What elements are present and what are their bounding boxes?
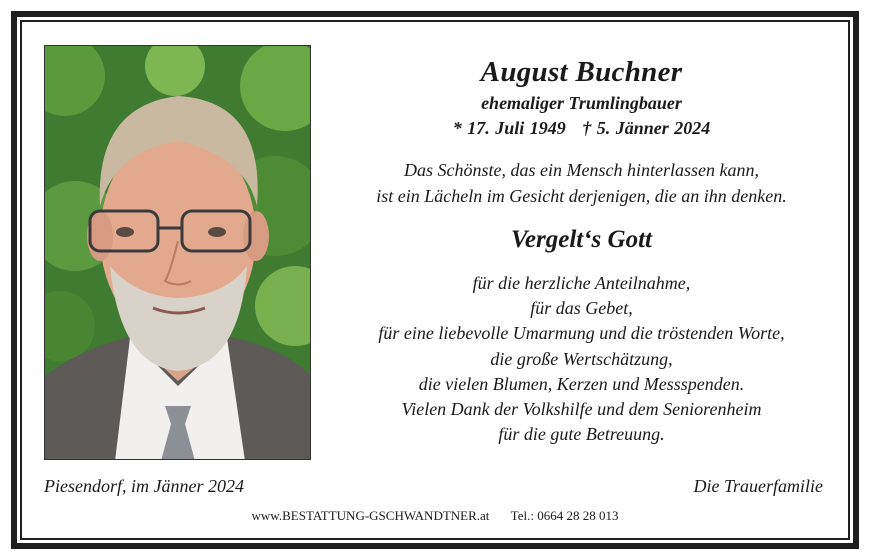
thanks-line: die große Wertschätzung, [490,348,673,369]
place-date: Piesendorf, im Jänner 2024 [44,476,244,496]
thanks-line: die vielen Blumen, Kerzen und Messspenden. [418,373,745,394]
thanks-heading: Vergelt‘s Gott [511,226,652,253]
thanks-line: für die gute Betreuung. [498,424,665,445]
thanks-line: für eine liebevolle Umarmung und die tröstenden Worte, [378,323,785,344]
deceased-name: August Buchner [480,56,683,88]
thanks-line: für die herzliche Anteilnahme, [472,273,691,293]
thanks-list [330,271,833,447]
memorial-quote [330,157,833,209]
quote-line: ist ein Lächeln im Gesicht derjenigen, die an ihn denken. [376,186,787,206]
portrait-photo [44,45,311,460]
family-signature: Die Trauerfamilie [693,476,823,496]
deceased-role: ehemaliger Trumlingbauer [481,93,682,113]
thanks-line: für das Gebet, [530,298,633,319]
thanks-line: Vielen Dank der Volkshilfe und dem Seniorenheim [401,399,762,420]
quote-line: Das Schönste, das ein Mensch hinterlassen kann, [404,160,759,180]
phone-number: Tel.: 0664 28 28 013 [510,508,619,523]
website-link[interactable]: www.BESTATTUNG-GSCHWANDTNER.at [251,508,490,523]
life-dates: * 17. Juli 1949 † 5. Jänner 2024 [452,118,711,138]
contact-line [0,508,870,524]
